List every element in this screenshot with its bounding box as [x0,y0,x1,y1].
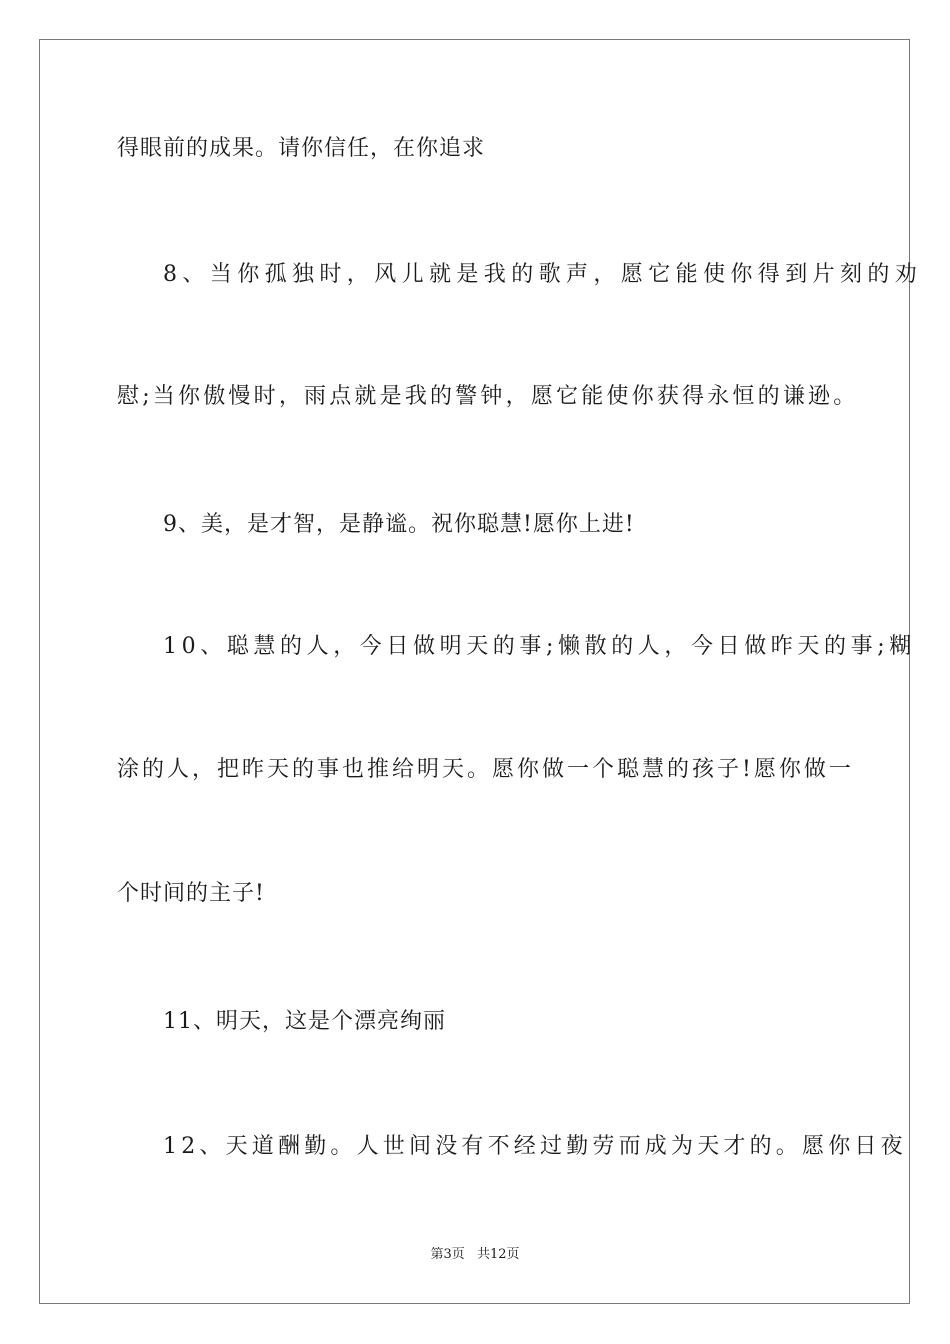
page-total: 共12页 [476,1247,520,1262]
paragraph-line: 10、聪慧的人，今日做明天的事;懒散的人，今日做昨天的事;糊 [163,634,916,659]
paragraph-line: 涂的人，把昨天的事也推给明天。愿你做一个聪慧的孩子!愿你做一 [117,757,854,782]
paragraph-line: 9、美，是才智，是静谧。祝你聪慧!愿你上进! [163,512,635,537]
paragraph-line: 得眼前的成果。请你信任，在你追求 [117,136,486,161]
paragraph-line: 8、当你孤独时，风儿就是我的歌声，愿它能使你得到片刻的劝 [163,262,923,287]
page-border [39,39,923,1304]
page-number: 第3页 [430,1247,465,1262]
paragraph-line: 慰;当你傲慢时，雨点就是我的警钟，愿它能使你获得永恒的谦逊。 [117,384,859,409]
paragraph-line: 12、天道酬勤。人世间没有不经过勤劳而成为天才的。愿你日夜 [163,1134,907,1159]
paragraph-line: 11、明天，这是个漂亮绚丽 [163,1009,446,1034]
page-footer [0,1246,950,1264]
paragraph-line: 个时间的主子! [117,881,265,906]
